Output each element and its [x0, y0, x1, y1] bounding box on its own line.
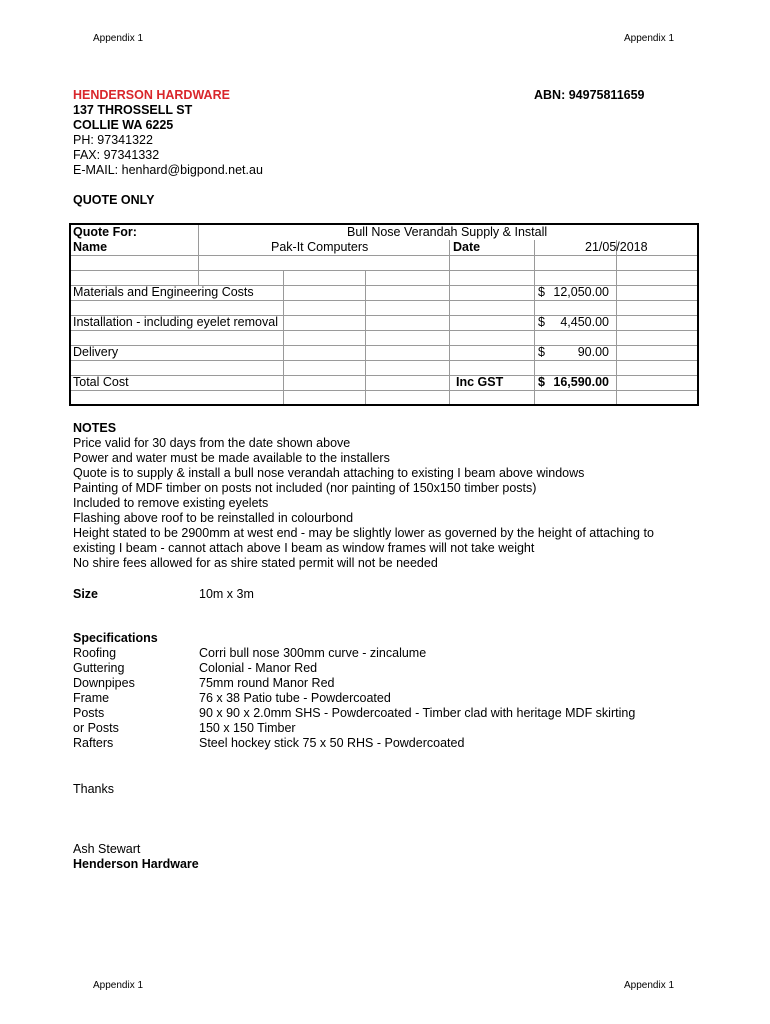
- date-label: Date: [453, 240, 481, 254]
- cost-row-label: Installation - including eyelet removal: [73, 315, 278, 329]
- notes-line: Price valid for 30 days from the date shown above: [73, 436, 351, 450]
- spec-label: Downpipes: [73, 676, 135, 690]
- total-amount: 16,590.00: [553, 375, 609, 389]
- cost-row-label: Delivery: [73, 345, 119, 359]
- quote-table: [69, 223, 699, 406]
- date-value: 21/05/2018: [585, 240, 648, 254]
- page-header-left: Appendix 1: [93, 33, 144, 44]
- name-label: Name: [73, 240, 108, 254]
- spec-label: Guttering: [73, 661, 125, 675]
- spec-value: Steel hockey stick 75 x 50 RHS - Powdercoated: [199, 736, 465, 750]
- notes-line: existing I beam - cannot attach above I beam as window frames will not take weight: [73, 541, 535, 555]
- cost-row-currency: $: [538, 345, 545, 359]
- page-header-right: Appendix 1: [624, 33, 675, 44]
- company-email: E-MAIL: henhard@bigpond.net.au: [73, 163, 263, 177]
- spec-value: Corri bull nose 300mm curve - zincalume: [199, 646, 427, 660]
- notes-line: Quote is to supply & install a bull nose verandah attaching to existing I beam above windows: [73, 466, 585, 480]
- notes-line: Flashing above roof to be reinstalled in colourbond: [73, 511, 354, 525]
- notes-line: No shire fees allowed for as shire stated permit will not be needed: [73, 556, 438, 570]
- name-value: Pak-It Computers: [271, 240, 369, 254]
- doc-title: QUOTE ONLY: [73, 193, 155, 207]
- page-footer-right: Appendix 1: [624, 980, 675, 991]
- company-phone: PH: 97341322: [73, 133, 153, 147]
- notes-line: Included to remove existing eyelets: [73, 496, 269, 510]
- signer-name: Ash Stewart: [73, 842, 141, 856]
- page-footer-left: Appendix 1: [93, 980, 144, 991]
- size-value: 10m x 3m: [199, 587, 254, 601]
- total-currency: $: [538, 375, 545, 389]
- thanks-text: Thanks: [73, 782, 114, 796]
- spec-label: Frame: [73, 691, 110, 705]
- cost-row-currency: $: [538, 285, 545, 299]
- company-abn: ABN: 94975811659: [534, 88, 645, 102]
- spec-value: 90 x 90 x 2.0mm SHS - Powdercoated - Timber clad with heritage MDF skirting: [199, 706, 636, 720]
- total-label: Total Cost: [73, 375, 129, 389]
- quote-for-label: Quote For:: [73, 225, 137, 239]
- signer-company: Henderson Hardware: [73, 857, 199, 871]
- cost-row-amount: 90.00: [577, 345, 609, 359]
- spec-label: Roofing: [73, 646, 117, 660]
- company-name: HENDERSON HARDWARE: [73, 88, 230, 102]
- cost-row-currency: $: [538, 315, 545, 329]
- address-line-1: 137 THROSSELL ST: [73, 103, 193, 117]
- address-line-2: COLLIE WA 6225: [73, 118, 174, 132]
- notes-line: Height stated to be 2900mm at west end - may be slightly lower as governed by the height of attaching to: [73, 526, 654, 540]
- spec-value: 75mm round Manor Red: [199, 676, 335, 690]
- size-label: Size: [73, 587, 99, 601]
- notes-line: Painting of MDF timber on posts not included (nor painting of 150x150 timber posts): [73, 481, 537, 495]
- spec-value: 76 x 38 Patio tube - Powdercoated: [199, 691, 391, 705]
- notes-heading: NOTES: [73, 421, 117, 435]
- company-fax: FAX: 97341332: [73, 148, 160, 162]
- spec-value: 150 x 150 Timber: [199, 721, 296, 735]
- cost-row-label: Materials and Engineering Costs: [73, 285, 254, 299]
- spec-label: or Posts: [73, 721, 119, 735]
- cost-row-amount: 4,450.00: [560, 315, 609, 329]
- specifications-heading: Specifications: [73, 631, 158, 645]
- notes-line: Power and water must be made available to the installers: [73, 451, 390, 465]
- spec-value: Colonial - Manor Red: [199, 661, 318, 675]
- spec-label: Posts: [73, 706, 105, 720]
- quote-for-value: Bull Nose Verandah Supply & Install: [347, 225, 548, 239]
- spec-label: Rafters: [73, 736, 114, 750]
- cost-row-amount: 12,050.00: [553, 285, 609, 299]
- total-note: Inc GST: [456, 375, 504, 389]
